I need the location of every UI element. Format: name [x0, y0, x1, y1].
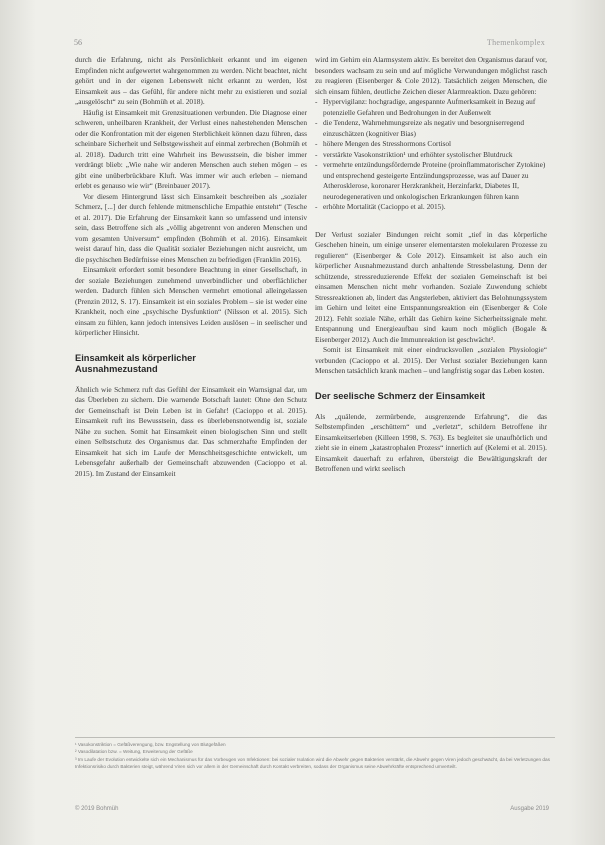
- paragraph: Ähnlich wie Schmerz ruft das Gefühl der Einsamkeit ein Warnsignal dar, um das Überleben zu sichern. Die warnende Botschaft lautet: Ohne den Schutz der Gemeinschaft ist Dein Leben ist in Gefahr! (Cacioppo et al. 2015). Einsamkeit ruft ins Bewusstsein, dass es überlebensnotwendig ist, soziale Nähe zu suchen. Somit hat Einsamkeit einen biologischen Sinn und stellt einen Selbstschutz des Organismus dar. Das schmerzhafte Empfinden der Einsamkeit hat sich im Laufe der Menschheitsgeschichte entwickelt, um Lebensgefahr außerhalb der Gemeinschaft abzuwenden (Cacioppo et al. 2015). Im Zustand der Einsamkeit: [75, 384, 307, 478]
- footnote: ¹ Vasokonstriktion = Gefäßverengung, bzw. Engstellung von Blutgefäßen: [75, 742, 226, 747]
- paragraph: Vor diesem Hintergrund lässt sich Einsamkeit beschreiben als „sozialer Schmerz, [...] der durch fehlende mitmenschliche Empathie entsteht“ (Tesche et al. 2017). Die Erfahrung der Einsamkeit kann so umfassend und intensiv sein, dass Betroffene sich als „völlig abgetrennt von anderen Menschen und vom gesamten Universum“ empfinden (Bohmüh et al. 2016). Einsamkeit weist darauf hin, dass die Qualität sozialer Beziehungen nicht ausreicht, um die psychischen Bedürfnisse eines Menschen zu befriedigen (Franklin 2016).: [75, 191, 307, 264]
- section-heading: Der seelische Schmerz der Einsamkeit: [315, 390, 486, 401]
- list-item: - Hypervigilanz: hochgradige, angespannte Aufmerksamkeit in Bezug auf potenzielle Gefahren und Bedrohungen in der Außenwelt: [315, 97, 547, 118]
- paragraph: wird im Gehirn ein Alarmsystem aktiv. Es bereitet den Organismus darauf vor, besonders wachsam zu sein und auf mögliche Verwundungen möglichst rasch zu reagieren (Eisenberger & Cole 2012). Tatsächlich zeigen Menschen, die sich einsam fühlen, deutliche Zeichen dieser Alarmreaktion. Dazu gehören:: [315, 55, 547, 96]
- footer-copyright: © 2019 Bohmüh: [75, 806, 119, 812]
- page-number: 56: [74, 38, 82, 47]
- paragraph: Als „quälende, zermürbende, ausgrenzende Erfahrung“, die das Selbstempfinden „erschüttern“ und „verletzt“, schildern Betroffene ihr Einsamkeitserleben (Killeen 1998, S. 763). Es begleitet sie unaufhörlich und zieht sie in einem „katastrophalen Prozess“ innerlich auf (Kelemi et al. 2015). Einsamkeit dauerhaft zu erfahren, übersteigt die Bewältigungskraft der Betroffenen und wirkt seelisch: [315, 411, 547, 473]
- heading-line: Ausnahmezustand: [75, 363, 158, 374]
- paragraph: durch die Erfahrung, nicht als Persönlichkeit erkannt und im eigenen Empfinden nicht aufgewertet wahrgenommen zu werden. Nicht beachtet, nicht gehört und in der eigenen Lebenswelt nicht erkannt zu werden, löst Einsamkeit aus – das Gefühl, für andere nicht mehr zu existieren und sozial „ausgelöscht“ zu sein (Bohmüh et al. 2018).: [75, 55, 307, 106]
- running-head: Themenkomplex: [486, 38, 545, 47]
- list-item: - die Tendenz, Wahrnehmungsreize als negativ und besorgniserregend einzuschätzen (kognitiver Bias): [315, 118, 547, 139]
- paragraph: Häufig ist Einsamkeit mit Grenzsituationen verbunden. Die Diagnose einer schweren, unheilbaren Krankheit, der Verlust eines nahestehenden Menschen oder die Konfrontation mit der eigenen Sterblichkeit können dazu führen, dass scheinbare Sicherheit und Selbstgewissheit auf einmal zerbrechen (Bohmüh et al. 2018). Dadurch tritt eine Wahrheit ins Bewusstsein, die bisher immer verdrängt blieb: „Wie nahe wir anderen Menschen auch stehen mögen – es gibt eine unüberbrückbare Kluft. Was immer wir auch erleben – niemand erlebt es genauso wie wir“ (Breinbauer 2017).: [75, 107, 307, 190]
- section-heading: [75, 353, 307, 375]
- list-item: - verstärkte Vasokonstriktion¹ und erhöhter systolischer Blutdruck: [315, 150, 547, 161]
- list-item: - erhöhte Mortalität (Cacioppo et al. 2015).: [315, 202, 547, 213]
- right-column: [315, 55, 547, 475]
- footnotes: [75, 737, 555, 770]
- heading-line: Einsamkeit als körperlicher: [75, 352, 196, 363]
- list-item: - vermehrte entzündungsfördernde Proteine (proinflammatorischer Zytokine) und entsprechend gesteigerte Entzündungsprozesse, was auf Dauer zu Atherosklerose, koronarer Herzkrankheit, Herzinfarkt, Diabetes II, neurodegenerativen und onkologischen Erkrankungen führen kann: [315, 160, 547, 202]
- left-column: [75, 55, 307, 479]
- footer-issue: Ausgabe 2019: [510, 806, 549, 812]
- footnote: ³ Im Laufe der Evolution entwickelte sich ein Mechanismus für das Vorbeugen von Infektionen: bei sozialer Isolation wird die Abwehr gegen Bakterien verstärkt, die Abwehr gegen Viren jedoch geschwächt, da bei Verletzungen das Infektionsrisiko durch Bakterien steigt, während Viren sich vor allem in der Gemeinschaft durch Kontakt verbreiten, sodass der Organismus seine Abwehrkräfte entsprechend umverteilt.: [75, 756, 550, 769]
- paragraph: Der Verlust sozialer Bindungen reicht somit „tief in das körperliche Geschehen hinein, um einige unserer elementarsten molekularen Prozesse zu regulieren“ (Eisenberger & Cole 2012). Einsamkeit ist also auch ein körperlicher Ausnahmezustand durch anhaltende Stressbelastung. Denn der schützende, stressreduzierende Effekt der sozialen Gemeinschaft ist bei einsamen Menschen nicht mehr vorhanden. Soziale Zuwendung schiebt Stressreaktionen ab, lindert das Angsterleben, aktiviert das Belohnungssystem im Gehirn und leitet eine Entspannungsreaktion ein (Eisenberger & Cole 2012). Fehlt soziale Nähe, erhält das Gehirn keine Sicherheitssignale mehr. Entspannung und Energieaufbau sind kaum noch möglich (Bogale & Eisenberger 2012). Auch die Immunreaktion ist geschwächt².: [315, 229, 547, 344]
- symptom-list: [315, 97, 547, 213]
- footnote: ² Vasodilatation bzw. = Weitung, Erweiterung der Gefäße: [75, 749, 193, 755]
- list-item: - höhere Mengen des Stresshormons Cortisol: [315, 139, 547, 150]
- paragraph: Einsamkeit erfordert somit besondere Beachtung in einer Gesellschaft, in der soziale Beziehungen zunehmend unverbindlicher und oberflächlicher werden. Dadurch fühlen sich Menschen vermehrt emotional alleingelassen (Prenzin 2012, S. 17). Einsamkeit ist ein soziales Problem – sie ist weder eine Krankheit, noch eine „psychische Dysfunktion“ (Nilsson et al. 2015). Sich einsam zu fühlen, kann jedoch intensives Leiden auslösen – in seelischer und körperlicher Hinsicht.: [75, 265, 307, 337]
- paragraph: Somit ist Einsamkeit mit einer eindrucksvollen „sozialen Physiologie“ verbunden (Cacioppo et al. 2015). Der Verlust sozialer Beziehungen kann Menschen tatsächlich krank machen – und langfristig sogar das Leben kosten.: [315, 345, 547, 375]
